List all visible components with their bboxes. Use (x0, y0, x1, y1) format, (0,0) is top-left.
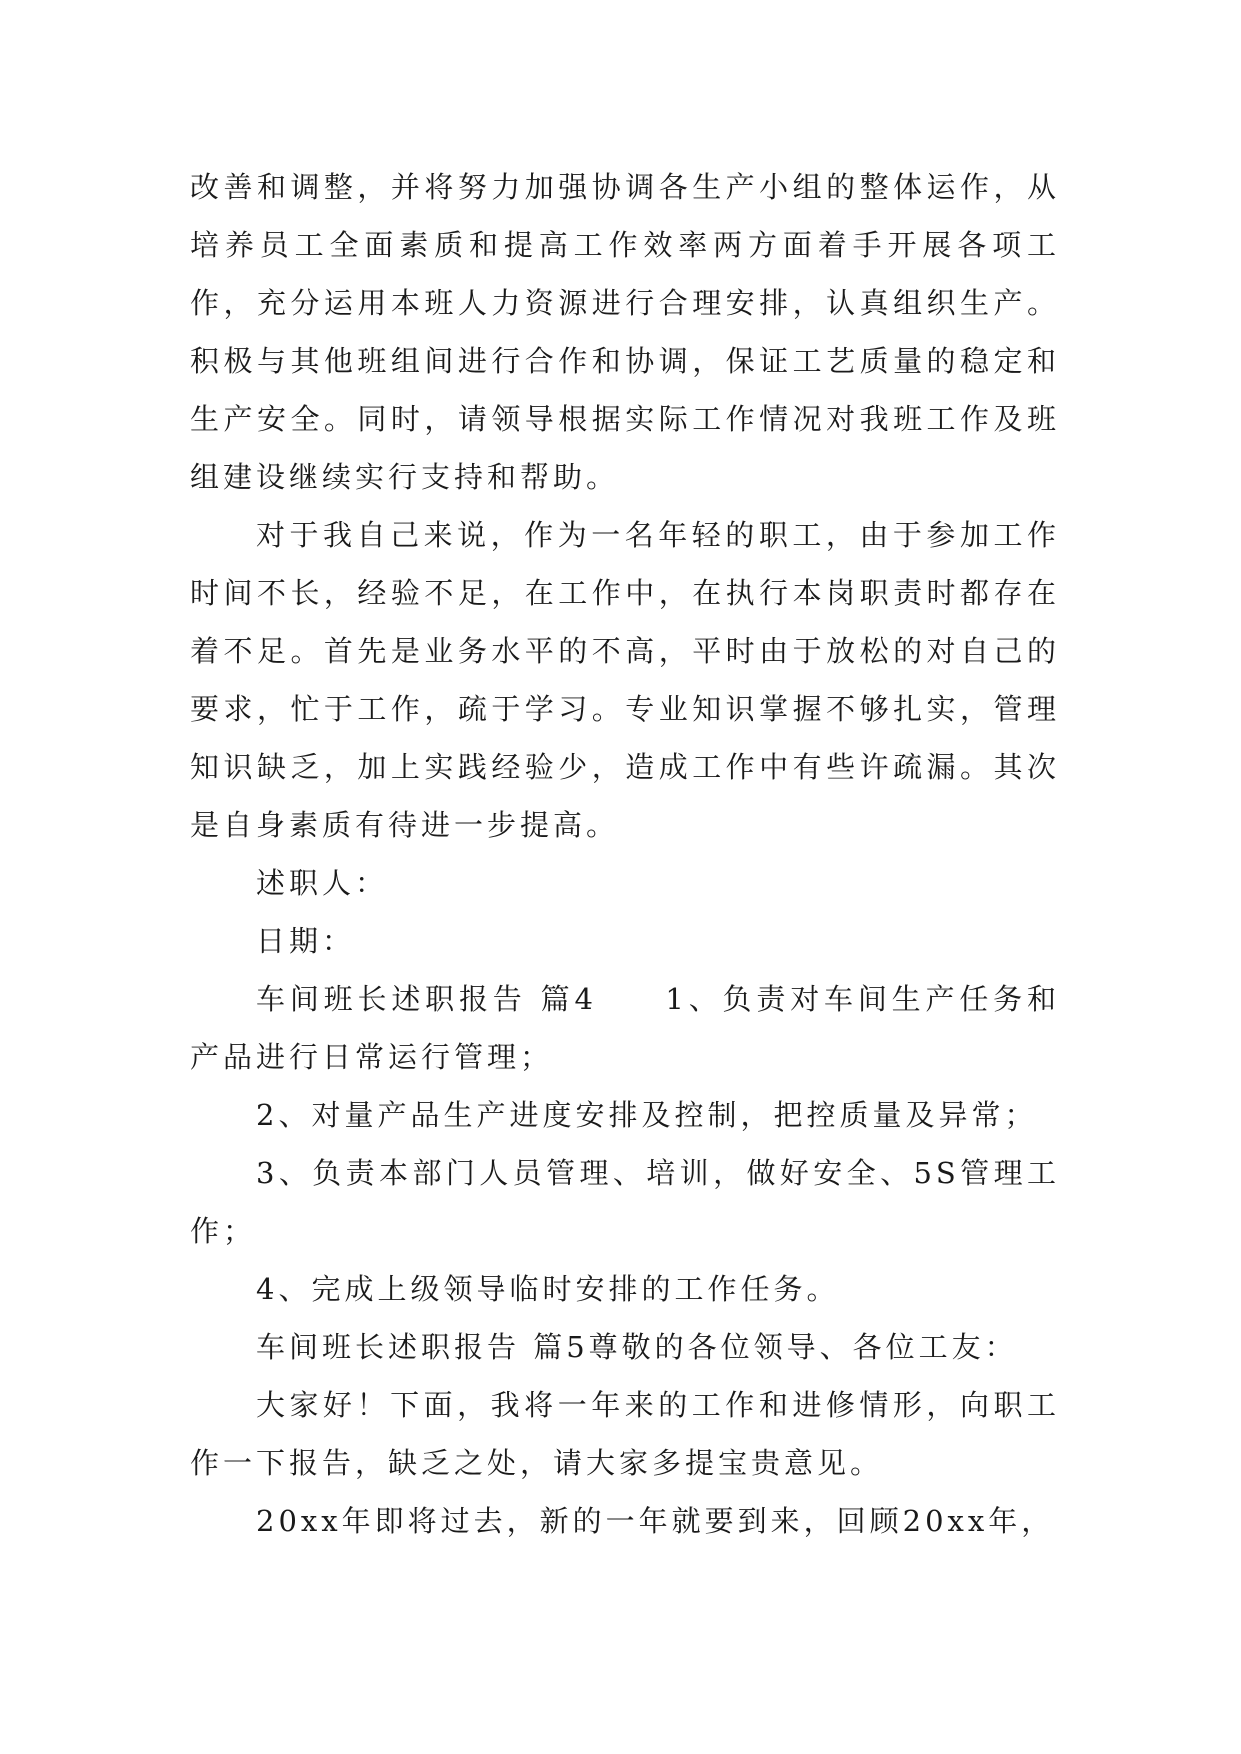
paragraph-continuation: 改善和调整，并将努力加强协调各生产小组的整体运作，从培养员工全面素质和提高工作效率两方面着手开展各项工作，充分运用本班人力资源进行合理安排，认真组织生产。积极与其他班组间进行合作和协调，保证工艺质量的稳定和生产安全。同时，请领导根据实际工作情况对我班工作及班组建设继续实行支持和帮助。 (190, 170, 1060, 494)
report-4-heading: 车间班长述职报告 篇4 1、负责对车间生产任务和产品进行日常运行管理； (190, 982, 1060, 1074)
year-review-paragraph: 20xx年即将过去，新的一年就要到来，回顾20xx年， (256, 1504, 1055, 1538)
paragraph-self-assessment: 对于我自己来说，作为一名年轻的职工，由于参加工作时间不长，经验不足，在工作中，在执行本岗职责时都存在着不足。首先是业务水平的不高，平时由于放松的对自己的要求，忙于工作，疏于学习。专业知识掌握不够扎实，管理知识缺乏，加上实践经验少，造成工作中有些许疏漏。其次是自身素质有待进一步提高。 (190, 518, 1060, 842)
report-5-heading: 车间班长述职报告 篇5尊敬的各位领导、各位工友： (256, 1330, 1018, 1364)
signature-line: 述职人： (256, 866, 389, 900)
date-line: 日期： (256, 924, 356, 958)
duty-item-3: 3、负责本部门人员管理、培训，做好安全、5S管理工作； (190, 1156, 1060, 1248)
duty-item-2: 2、对量产品生产进度安排及控制，把控质量及异常； (256, 1098, 1038, 1132)
document-body (190, 158, 1060, 1550)
duty-item-4: 4、完成上级领导临时安排的工作任务。 (256, 1272, 840, 1306)
greeting-paragraph: 大家好！下面，我将一年来的工作和进修情形，向职工作一下报告，缺乏之处，请大家多提宝贵意见。 (190, 1388, 1060, 1480)
